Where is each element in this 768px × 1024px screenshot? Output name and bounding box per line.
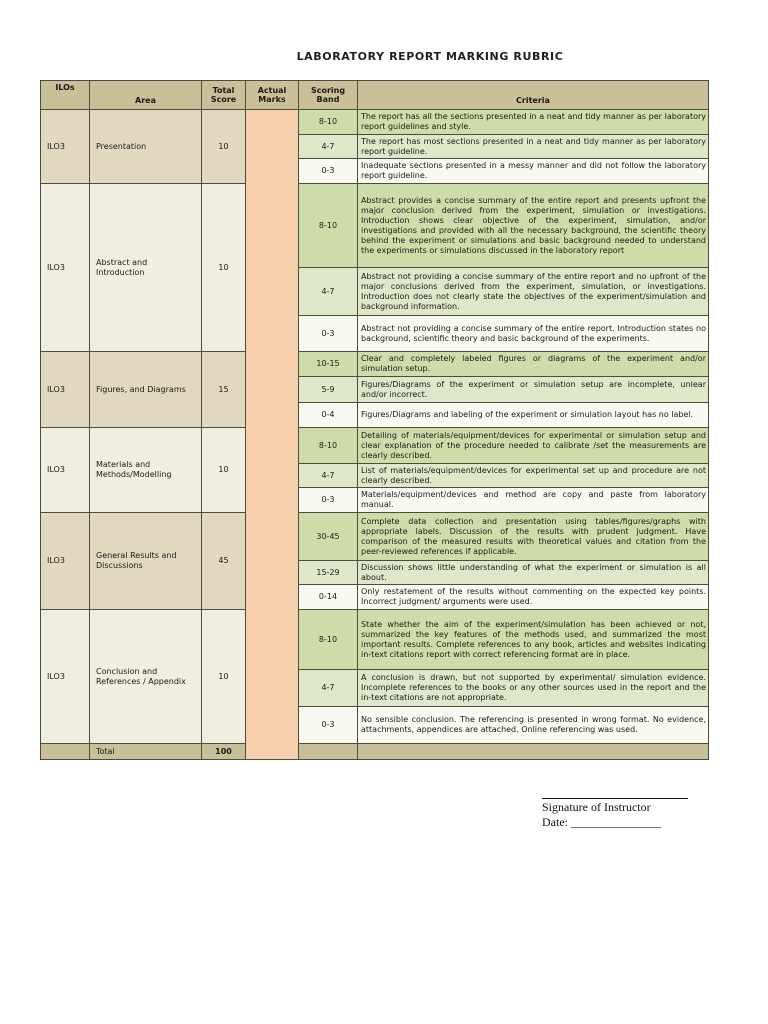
scoring-band: 4-7 [299,268,358,316]
table-row [41,513,709,561]
total-score-cell: 10 [202,610,246,744]
header-total-score: Total Score [202,81,246,110]
ilo-cell: ILO3 [41,610,90,744]
table-row [41,610,709,670]
scoring-band: 8-10 [299,610,358,670]
ilo-cell: ILO3 [41,513,90,610]
total-row-band-cell [358,744,709,760]
area-cell: Presentation [90,110,202,184]
total-row-ilo-cell [41,744,90,760]
scoring-band: 4-7 [299,135,358,159]
area-cell: General Results and Discussions [90,513,202,610]
signature-line [542,798,688,799]
table-row [41,184,709,268]
criteria-text: Materials/equipment/devices and method are copy and paste from laboratory manual. [358,488,709,513]
table-row [41,110,709,135]
total-score-cell: 15 [202,352,246,428]
ilo-cell: ILO3 [41,110,90,184]
header-criteria: Criteria [358,81,709,110]
scoring-band: 0-3 [299,159,358,184]
scoring-band: 5-9 [299,377,358,403]
criteria-text: Abstract not providing a concise summary of the entire report. Introduction states no background, scientific theory and basic background of the experiments. [358,316,709,352]
criteria-text: State whether the aim of the experiment/simulation has been achieved or not, summarized the key features of the methods used, and summarized the most important results. Complete references to any book, articles and websites indicating in-text citations report with correct referencing format are in place. [358,610,709,670]
criteria-text: A conclusion is drawn, but not supported by experimental/ simulation evidence. Incomplete references to the books or any other sources used in the report and the in-text citations are not appropriate. [358,670,709,707]
ilo-cell: ILO3 [41,428,90,513]
criteria-text: The report has all the sections presented in a neat and tidy manner as per laboratory report guidelines and style. [358,110,709,135]
total-score-cell: 10 [202,428,246,513]
total-row [41,744,709,760]
scoring-band: 30-45 [299,513,358,561]
document-title: LABORATORY REPORT MARKING RUBRIC [296,50,564,63]
criteria-text: Discussion shows little understanding of what the experiment or simulation is all about. [358,561,709,585]
area-cell: Figures, and Diagrams [90,352,202,428]
rubric-table [40,80,709,760]
signature-label: Signature of Instructor [542,800,651,814]
table-header-row [41,81,709,110]
criteria-text: No sensible conclusion. The referencing is presented in wrong format. No evidence, attachments, appendices are attached. Online referencing was used. [358,707,709,744]
header-ilos: ILOs [41,81,90,110]
scoring-band: 8-10 [299,428,358,464]
scoring-band: 8-10 [299,110,358,135]
ilo-cell: ILO3 [41,184,90,352]
date-label: Date: _______________ [542,815,661,829]
total-score-cell: 10 [202,110,246,184]
ilo-cell: ILO3 [41,352,90,428]
scoring-band: 8-10 [299,184,358,268]
total-score-cell: 10 [202,184,246,352]
scoring-band: 0-3 [299,316,358,352]
table-row [41,428,709,464]
scoring-band: 0-14 [299,585,358,610]
scoring-band: 4-7 [299,670,358,707]
scoring-band: 10-15 [299,352,358,377]
total-actual-marks-input[interactable] [299,744,358,760]
criteria-text: Figures/Diagrams of the experiment or simulation setup are incomplete, unlear and/or incorrect. [358,377,709,403]
scoring-band: 15-29 [299,561,358,585]
criteria-text: Only restatement of the results without commenting on the expected key points. Incorrect judgment/ arguments were used. [358,585,709,610]
total-value: 100 [202,744,246,760]
criteria-text: Abstract not providing a concise summary of the entire report and no upfront of the major conclusions derived from the experiment, simulation, or investigations. Introduction does not clearly state the objectives of the experiment/simulation and background information. [358,268,709,316]
criteria-text: Inadequate sections presented in a messy manner and did not follow the laboratory report guideline. [358,159,709,184]
table-row [41,352,709,377]
actual-marks-input[interactable] [246,110,299,760]
criteria-text: List of materials/equipment/devices for experimental set up and procedure are not clearly described. [358,464,709,488]
criteria-text: The report has most sections presented in a neat and tidy manner as per laboratory report guideline. [358,135,709,159]
area-cell: Conclusion and References / Appendix [90,610,202,744]
area-cell: Abstract and Introduction [90,184,202,352]
criteria-text: Clear and completely labeled figures or diagrams of the experiment and/or simulation setup. [358,352,709,377]
criteria-text: Complete data collection and presentation using tables/figures/graphs with appropriate labels. Discussion of the results with prudent judgment. Have comparison of the measured results with theoretical values and citation from the peer-reviewed references if applicable. [358,513,709,561]
criteria-text: Figures/Diagrams and labeling of the experiment or simulation layout has no label. [358,403,709,428]
total-score-cell: 45 [202,513,246,610]
header-area: Area [90,81,202,110]
total-label: Total [90,744,202,760]
area-cell: Materials and Methods/Modelling [90,428,202,513]
scoring-band: 0-4 [299,403,358,428]
scoring-band: 4-7 [299,464,358,488]
scoring-band: 0-3 [299,488,358,513]
scoring-band: 0-3 [299,707,358,744]
criteria-text: Detailing of materials/equipment/devices for experimental or simulation setup and clear explanation of the procedure needed to calibrate /set the measurements are clearly described. [358,428,709,464]
header-actual-marks: Actual Marks [246,81,299,110]
criteria-text: Abstract provides a concise summary of the entire report and presents upfront the major conclusion derived from the experiment, simulation or investigations. Introduction shows clear objective of the experiment, simulation, and/or investigations and provided with all the necessary background, the scientific theory behind the experiment or simulations and basic background needed to understand the experiments or simulations discussed in the laboratory report [358,184,709,268]
header-scoring-band: Scoring Band [299,81,358,110]
